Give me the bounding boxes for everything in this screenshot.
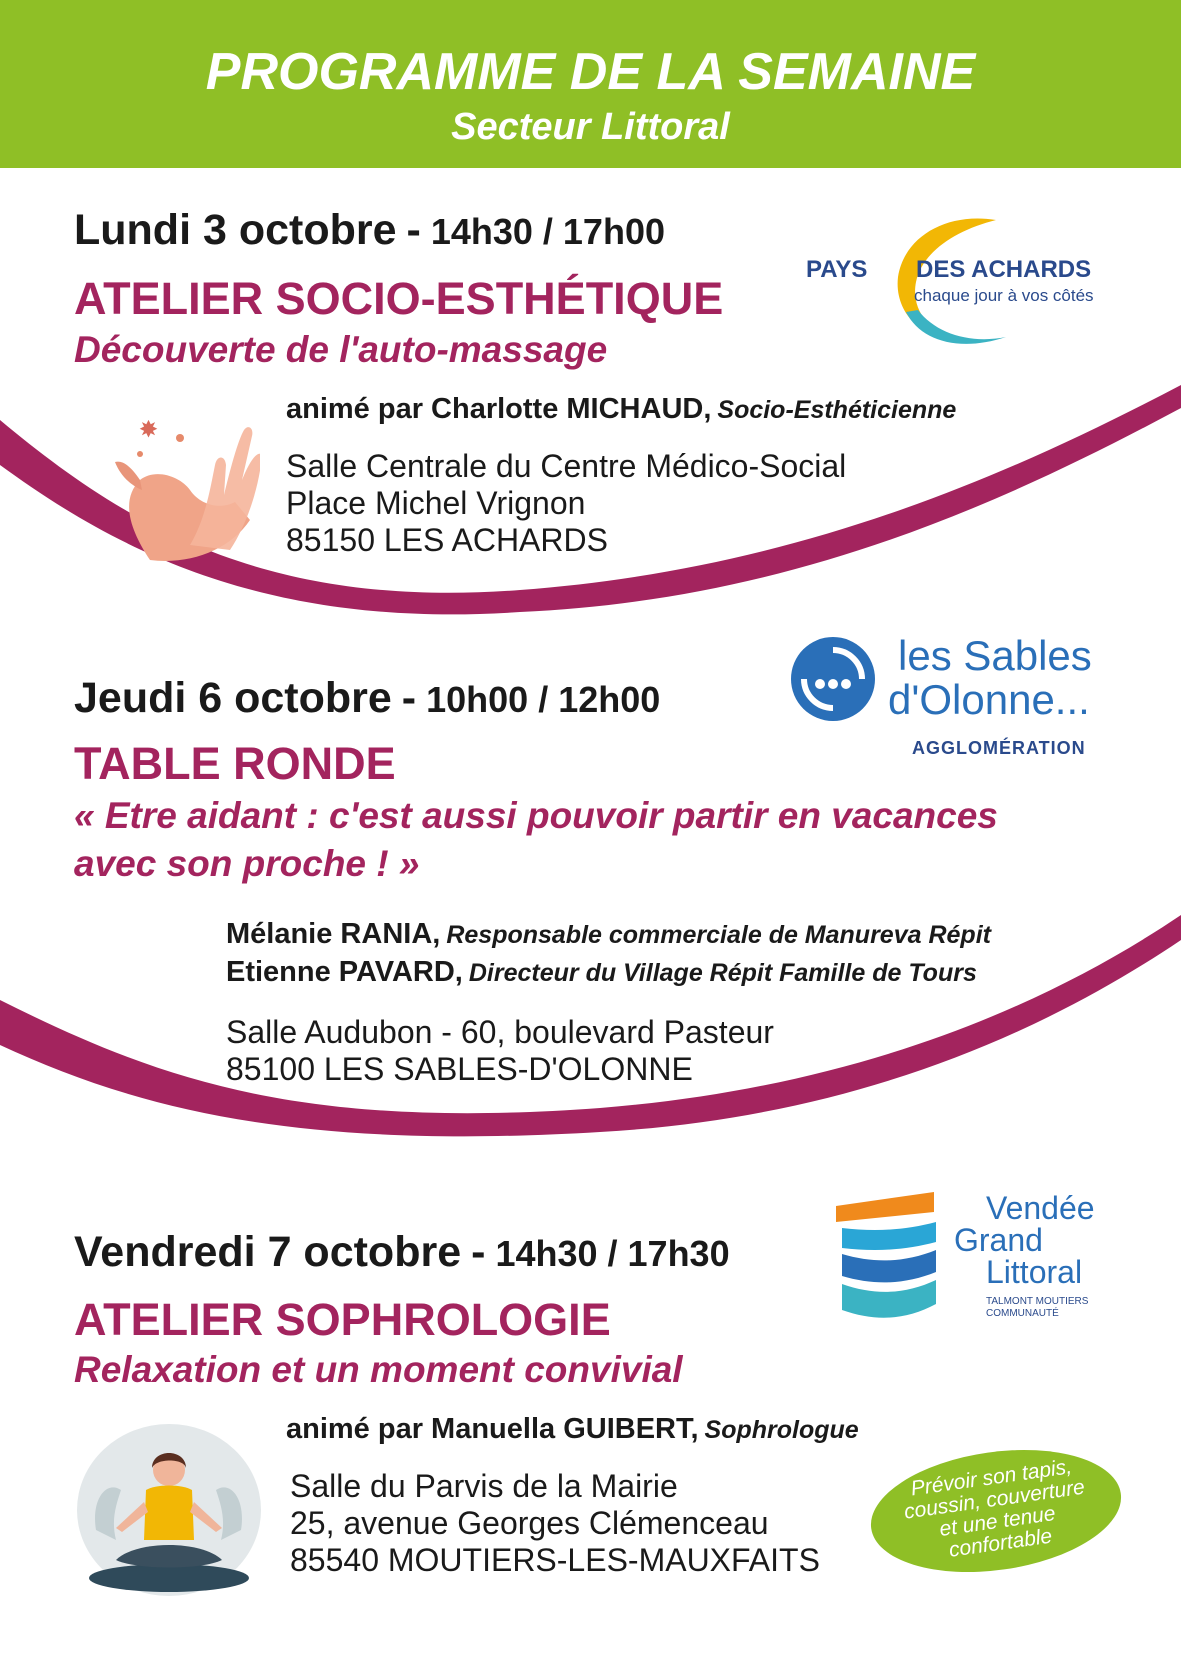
speaker-name: Mélanie RANIA, [226, 918, 441, 950]
address-line: 85150 LES ACHARDS [286, 522, 608, 558]
logo-vendee-grand-littoral [836, 1192, 1106, 1332]
hands-illustration [110, 410, 260, 570]
event-1-address [286, 448, 846, 559]
event-1-separator: - [406, 206, 421, 254]
event-1-animator-role: Socio-Esthéticienne [717, 396, 957, 424]
address-line: Salle Audubon - 60, boulevard Pasteur [226, 1014, 774, 1050]
event-1-time: 14h30 / 17h00 [430, 211, 665, 252]
sables-word-3: AGGLOMÉRATION [912, 738, 1086, 758]
sables-circle-icon [790, 636, 876, 722]
event-2-title: TABLE RONDE [74, 738, 396, 789]
address-line: 25, avenue Georges Clémenceau [290, 1505, 769, 1541]
event-3-animator-role: Sophrologue [704, 1416, 859, 1444]
logo-sables-olonne [790, 632, 1110, 766]
sables-word-1: les Sables [898, 632, 1092, 679]
event-3-day: Vendredi 7 octobre [74, 1228, 462, 1276]
event-3-subtitle: Relaxation et un moment convivial [74, 1349, 683, 1390]
vendee-small-2: COMMUNAUTÉ [986, 1308, 1059, 1319]
event-2-speaker-2 [226, 956, 977, 989]
meditation-illustration [76, 1410, 262, 1598]
event-2-subtitle-line: avec son proche ! » [74, 843, 420, 884]
vendee-small-1: TALMONT MOUTIERS [986, 1296, 1089, 1307]
event-1-day: Lundi 3 octobre [74, 206, 397, 254]
event-2-subtitle [74, 792, 998, 888]
event-3-address [290, 1468, 820, 1579]
page-subtitle: Secteur Littoral [451, 106, 730, 148]
sables-word-2: d'Olonne... [888, 676, 1090, 723]
vendee-word-3: Littoral [986, 1254, 1083, 1290]
event-2-speaker-1 [226, 918, 991, 951]
vendee-waves-icon [836, 1192, 946, 1332]
logo-pays-des-achards [806, 212, 1106, 352]
speaker-name: Etienne PAVARD, [226, 956, 463, 988]
event-3-animator-name: animé par Manuella GUIBERT, [286, 1413, 699, 1445]
equipment-note-text: Prévoir son tapis, coussin, couverture et une tenue confortable [902, 1455, 1087, 1562]
event-1-title: ATELIER SOCIO-ESTHÉTIQUE [74, 273, 724, 324]
event-2-separator: - [401, 674, 417, 722]
address-line: Salle Centrale du Centre Médico-Social [286, 448, 847, 484]
achards-word-pays: PAYS [806, 256, 868, 283]
event-1-animator [286, 393, 956, 426]
event-2-date [74, 674, 660, 723]
event-1-subtitle: Découverte de l'auto-massage [74, 329, 608, 370]
achards-tagline: chaque jour à vos côtés [914, 286, 1094, 305]
achards-word-des-achards: DES ACHARDS [916, 256, 1092, 283]
event-2-day: Jeudi 6 octobre [74, 674, 392, 722]
event-2-address [226, 1014, 774, 1088]
vendee-word-2: Grand [954, 1222, 1043, 1258]
event-1-date [74, 206, 665, 255]
speaker-role: Directeur du Village Répit Famille de Tours [468, 959, 977, 987]
event-3-date [74, 1228, 730, 1277]
event-3-title: ATELIER SOPHROLOGIE [74, 1294, 611, 1345]
event-3-animator [286, 1413, 859, 1446]
event-2-time: 10h00 / 12h00 [426, 679, 661, 720]
address-line: Place Michel Vrignon [286, 485, 586, 521]
event-2-subtitle-line: « Etre aidant : c'est aussi pouvoir partir en vacances [74, 795, 998, 836]
address-line: 85540 MOUTIERS-LES-MAUXFAITS [290, 1542, 820, 1578]
event-3-separator: - [471, 1228, 486, 1276]
address-line: Salle du Parvis de la Mairie [290, 1468, 678, 1504]
event-3-time: 14h30 / 17h30 [495, 1233, 730, 1274]
page-title: PROGRAMME DE LA SEMAINE [205, 43, 976, 101]
vendee-word-1: Vendée [986, 1190, 1095, 1226]
event-1-animator-name: animé par Charlotte MICHAUD, [286, 393, 712, 425]
address-line: 85100 LES SABLES-D'OLONNE [226, 1051, 693, 1087]
speaker-role: Responsable commerciale de Manureva Répit [446, 921, 991, 949]
